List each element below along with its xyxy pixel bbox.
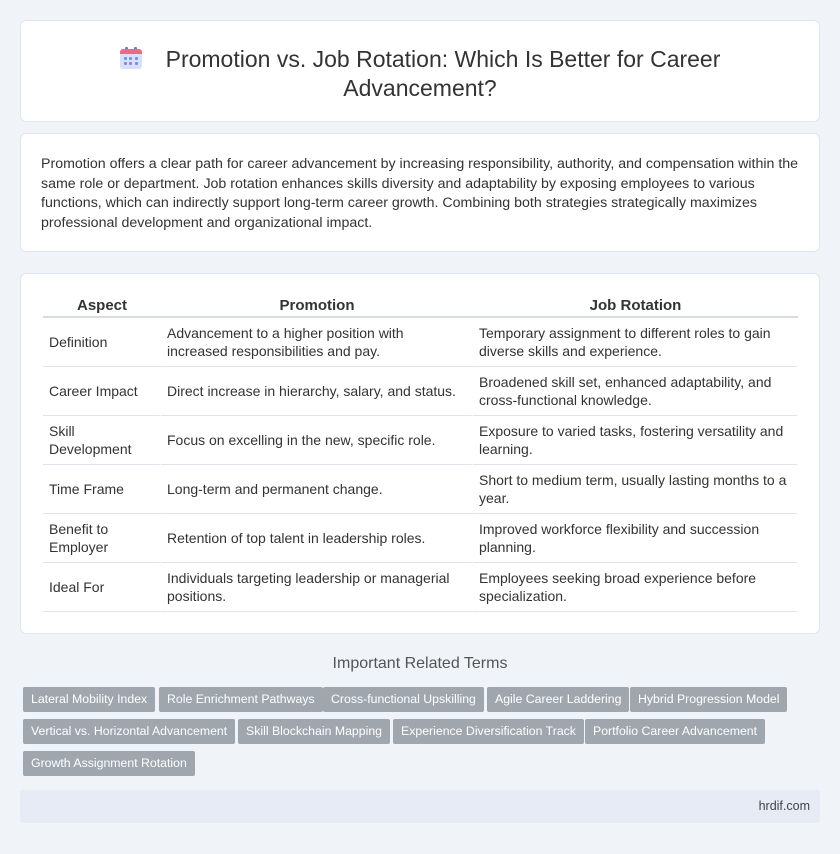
tag-portfolio-career-advancement[interactable]: Portfolio Career Advancement [585, 719, 765, 744]
row-aspect: Benefit to Employer [43, 514, 161, 563]
row-promotion: Individuals targeting leadership or managerial positions. [161, 563, 473, 612]
row-job-rotation: Short to medium term, usually lasting months to a year. [473, 465, 798, 514]
page-title: Promotion vs. Job Rotation: Which Is Better for Career Advancement? [165, 46, 721, 101]
row-job-rotation: Exposure to varied tasks, fostering versatility and learning. [473, 416, 798, 465]
table-row [43, 416, 798, 465]
row-promotion: Retention of top talent in leadership roles. [161, 514, 473, 563]
row-job-rotation: Improved workforce flexibility and succession planning. [473, 514, 798, 563]
header-job-rotation: Job Rotation [473, 296, 798, 318]
row-aspect: Skill Development [43, 416, 161, 465]
row-aspect: Ideal For [43, 563, 161, 612]
table-row [43, 367, 798, 416]
comparison-table [43, 296, 798, 612]
row-job-rotation: Broadened skill set, enhanced adaptability, and cross-functional knowledge. [473, 367, 798, 416]
row-promotion: Long-term and permanent change. [161, 465, 473, 514]
row-job-rotation: Temporary assignment to different roles to gain diverse skills and experience. [473, 318, 798, 367]
tag-vertical-vs-horizontal-advancement[interactable]: Vertical vs. Horizontal Advancement [23, 719, 235, 744]
intro-card [20, 133, 820, 252]
tag-agile-career-laddering[interactable]: Agile Career Laddering [487, 687, 629, 712]
row-promotion: Focus on excelling in the new, specific role. [161, 416, 473, 465]
row-promotion: Advancement to a higher position with increased responsibilities and pay. [161, 318, 473, 367]
tag-hybrid-progression-model[interactable]: Hybrid Progression Model [630, 687, 787, 712]
row-aspect: Definition [43, 318, 161, 367]
calendar-icon [120, 47, 142, 69]
table-row [43, 514, 798, 563]
row-aspect: Time Frame [43, 465, 161, 514]
tag-skill-blockchain-mapping[interactable]: Skill Blockchain Mapping [238, 719, 390, 744]
header-promotion: Promotion [161, 296, 473, 318]
page-title-wrap [21, 45, 819, 103]
table-row [43, 563, 798, 612]
tag-experience-diversification-track[interactable]: Experience Diversification Track [393, 719, 584, 744]
row-job-rotation: Employees seeking broad experience before specialization. [473, 563, 798, 612]
comparison-card [20, 273, 820, 634]
tag-cross-functional-upskilling[interactable]: Cross-functional Upskilling [323, 687, 484, 712]
row-promotion: Direct increase in hierarchy, salary, and status. [161, 367, 473, 416]
footer [20, 790, 820, 823]
tag-growth-assignment-rotation[interactable]: Growth Assignment Rotation [23, 751, 195, 776]
table-row [43, 318, 798, 367]
header-aspect: Aspect [43, 296, 161, 318]
related-terms-heading: Important Related Terms [332, 655, 508, 672]
row-aspect: Career Impact [43, 367, 161, 416]
table-row [43, 465, 798, 514]
table-header-row [43, 296, 798, 318]
tag-lateral-mobility-index[interactable]: Lateral Mobility Index [23, 687, 155, 712]
intro-paragraph: Promotion offers a clear path for career advancement by increasing responsibility, authority, and compensation within the same role or department. Job rotation enhances skills diversity and adaptability by exposing employees to various functions, which can indirectly support long-term career growth. Combining both strategies strategically maximizes professional development and organizational impact. [41, 156, 799, 231]
title-card [20, 20, 820, 122]
footer-site-link[interactable]: hrdif.com [758, 799, 810, 813]
tag-role-enrichment-pathways[interactable]: Role Enrichment Pathways [159, 687, 323, 712]
